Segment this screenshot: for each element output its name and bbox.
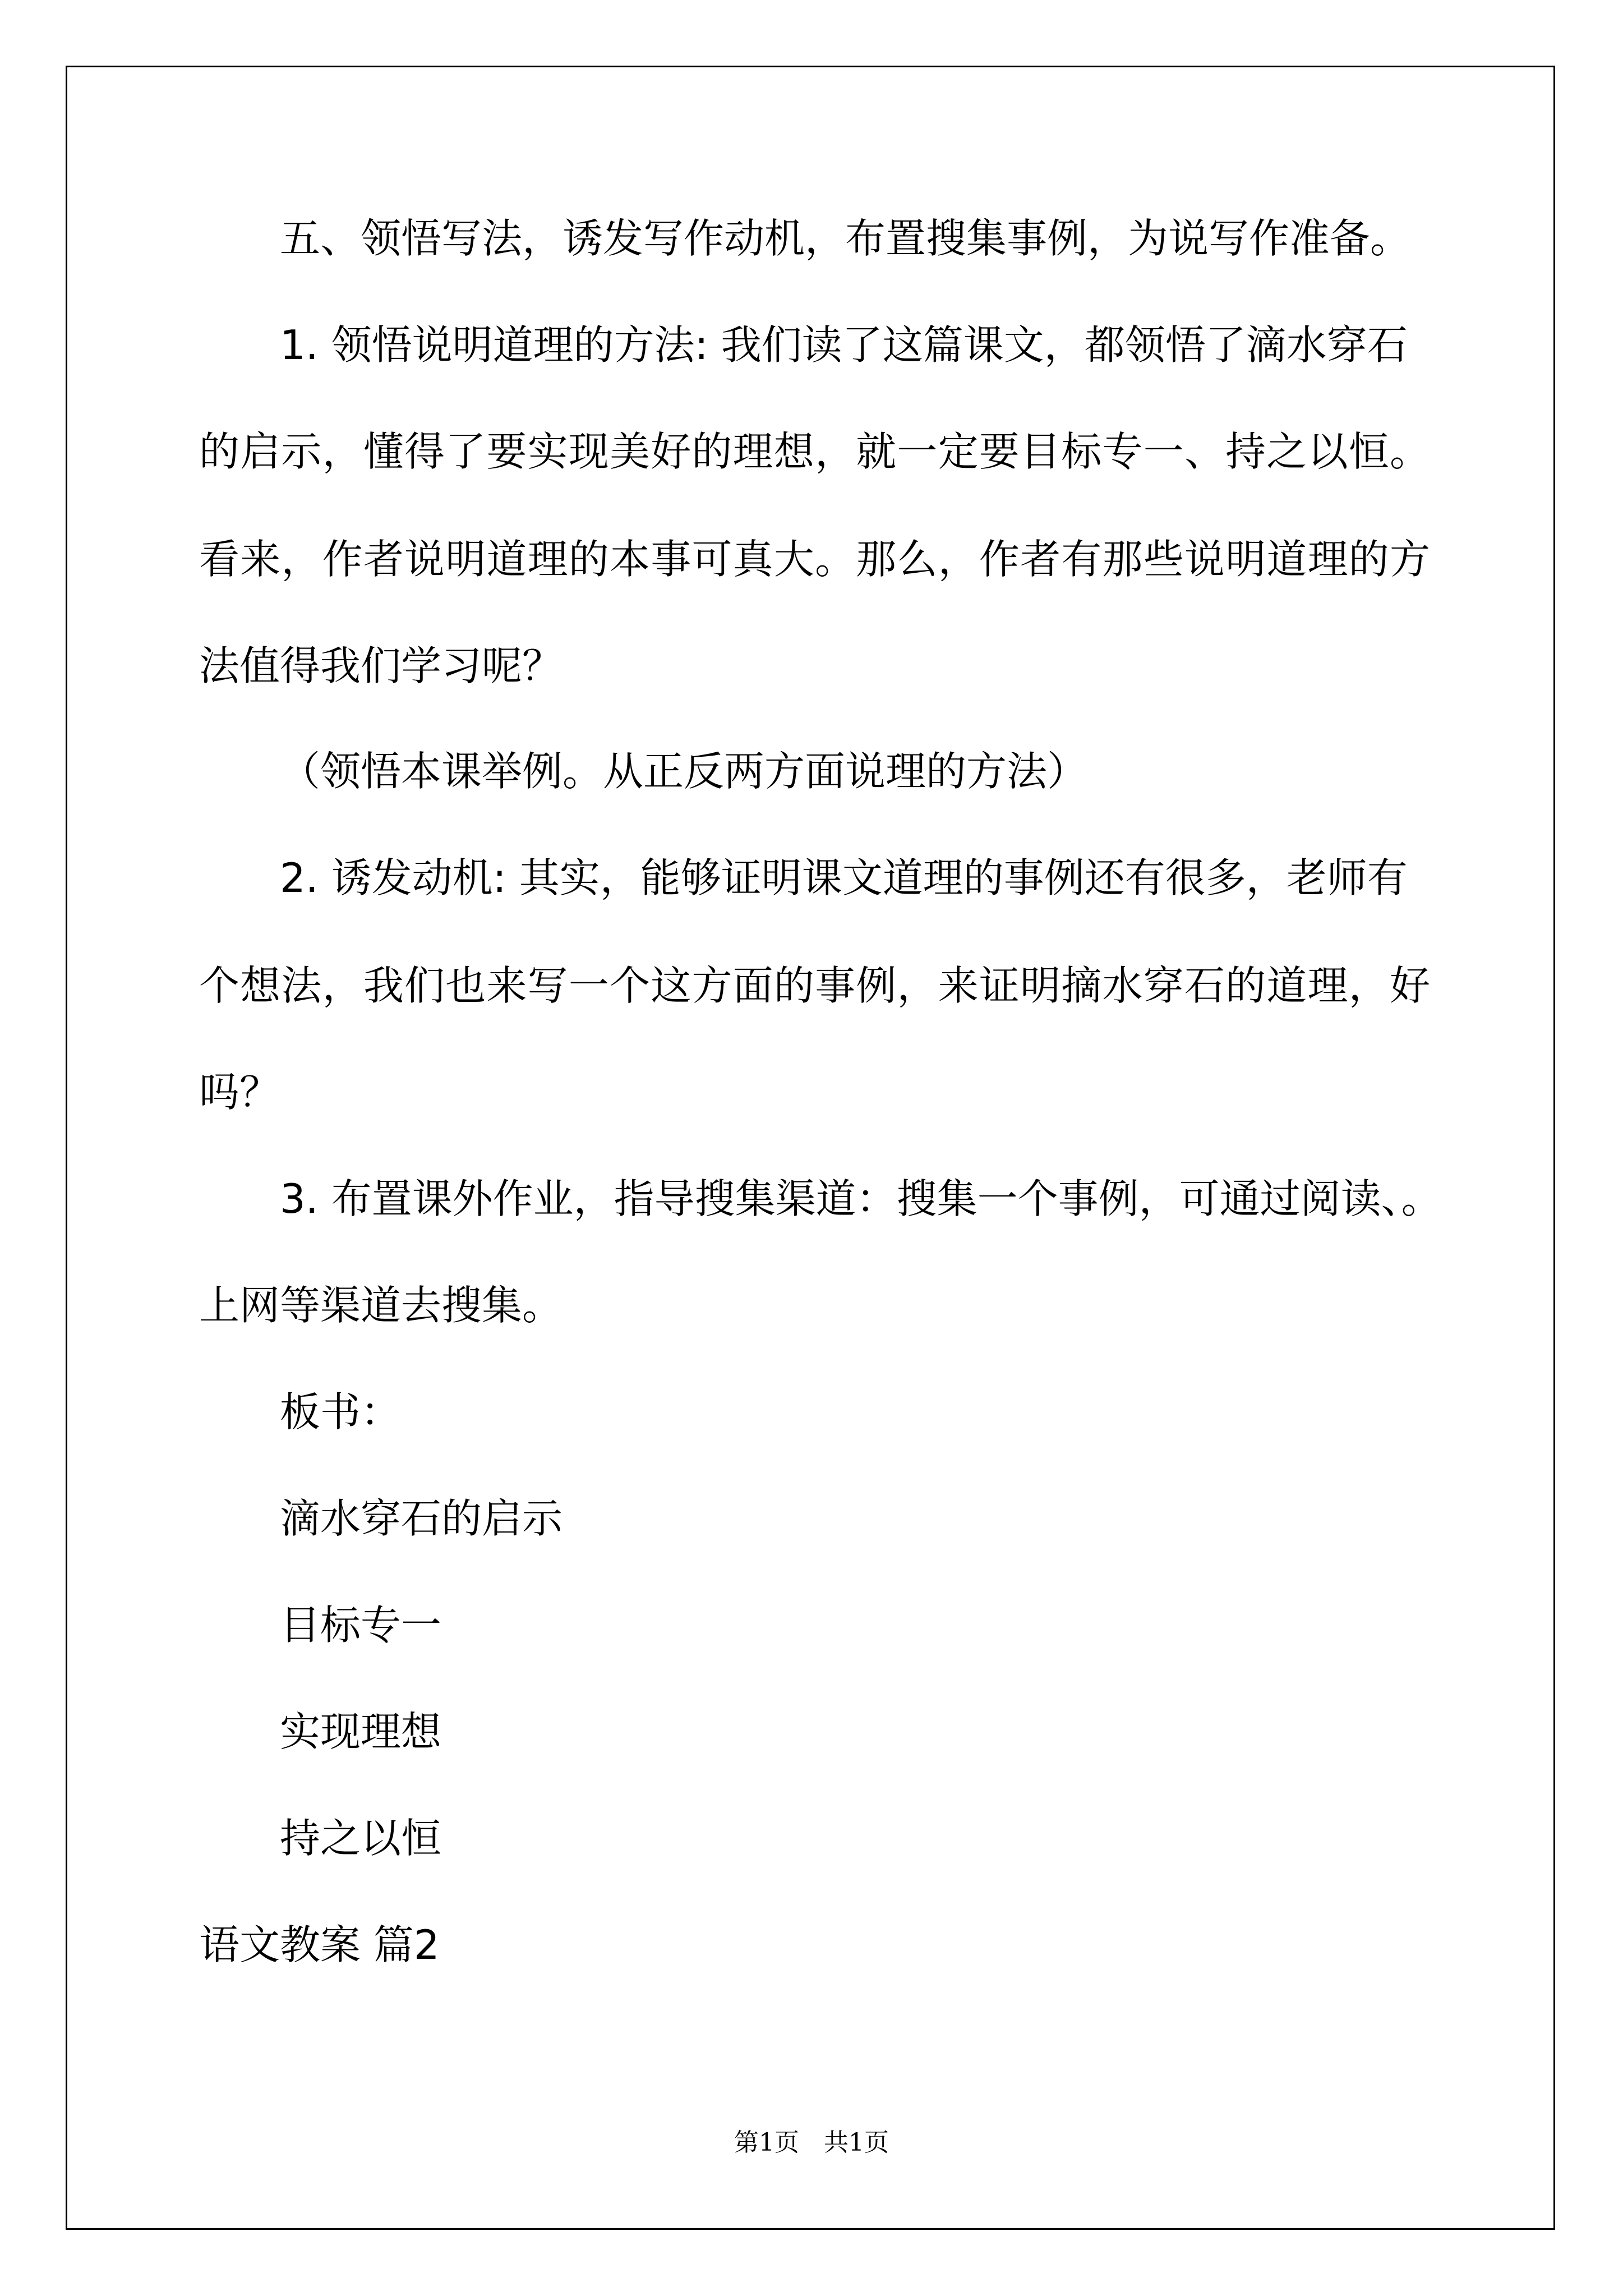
page-border — [66, 66, 1555, 2230]
paragraph-point-one-line-4: 法值得我们学习呢？ — [199, 642, 563, 689]
paragraph-point-three-line-2: 上网等渠道去搜集。 — [199, 1282, 563, 1329]
section-heading: 语文教案 篇2 — [199, 1921, 440, 1968]
paragraph-example-note: （领悟本课举例。从正反两方面说理的方法） — [280, 748, 1088, 795]
page-number-footer: 第1页 共1页 — [734, 2128, 889, 2157]
paragraph-point-two-line-2: 个想法，我们也来写一个这方面的事例，来证明摘水穿石的道理，好 — [199, 962, 1430, 1009]
paragraph-point-one-line-2: 的启示，懂得了要实现美好的理想，就一定要目标专一、持之以恒。 — [199, 428, 1430, 475]
paragraph-point-three-line-1: 3. 布置课外作业，指导搜集渠道：搜集一个事例，可通过阅读、。 — [280, 1175, 1442, 1222]
paragraph-point-one-line-3: 看来，作者说明道理的本事可真大。那么，作者有那些说明道理的方 — [199, 536, 1430, 583]
blackboard-title: 滴水穿石的启示 — [280, 1495, 563, 1542]
paragraph-point-two-line-1: 2. 诱发动机: 其实，能够证明课文道理的事例还有很多，老师有 — [280, 854, 1408, 901]
paragraph-point-one-line-1: 1. 领悟说明道理的方法: 我们读了这篇课文，都领悟了滴水穿石 — [280, 321, 1408, 369]
blackboard-item: 实现理想 — [280, 1708, 442, 1755]
blackboard-item: 目标专一 — [280, 1602, 442, 1649]
paragraph-section-five: 五、领悟写法，诱发写作动机，布置搜集事例，为说写作准备。 — [280, 215, 1411, 262]
paragraph-point-two-line-3: 吗？ — [199, 1069, 280, 1116]
blackboard-heading: 板书： — [280, 1388, 402, 1435]
blackboard-item: 持之以恒 — [280, 1815, 442, 1862]
